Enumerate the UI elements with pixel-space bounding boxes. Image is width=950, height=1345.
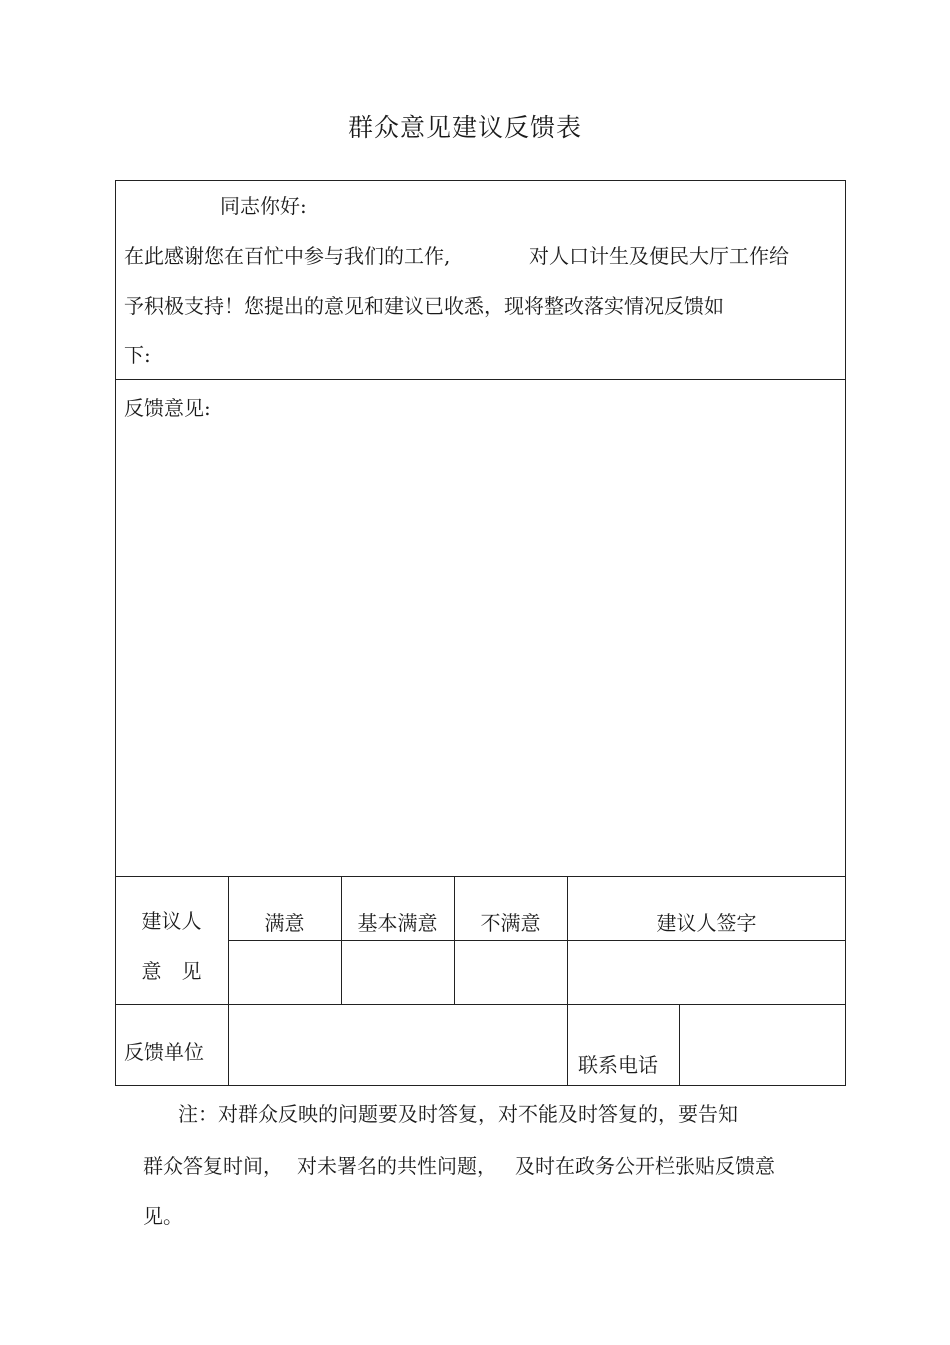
intro-line1a: 在此感谢您在百忙中参与我们的工作, [124,244,451,268]
option-satisfied: 满意 [264,911,305,935]
satisfied-mark-cell[interactable] [229,941,341,1004]
signature-label: 建议人签字 [656,911,757,935]
divider-intro [115,379,846,380]
basically-satisfied-mark-cell[interactable] [342,941,454,1004]
note-line2a: 群众答复时间， [143,1154,283,1178]
intro-line2: 予积极支持！您提出的意见和建议已收悉，现将整改落实情况反馈如 [124,294,724,318]
signature-cell[interactable] [568,941,845,1004]
form-border-top [115,180,846,181]
phone-cell[interactable] [680,1005,845,1085]
phone-label: 联系电话 [578,1053,658,1077]
feedback-area[interactable] [117,420,843,872]
note-line3: 见。 [143,1204,183,1228]
page-title: 群众意见建议反馈表 [347,113,582,142]
intro-line1b: 对人口计生及便民大厅工作给 [529,244,789,268]
note-line1: 注：对群众反映的问题要及时答复，对不能及时答复的，要告知 [178,1102,738,1126]
form-border-right [845,180,846,1086]
feedback-label: 反馈意见: [124,396,211,420]
option-unsatisfied: 不满意 [480,911,541,935]
note-line2b: 对未署名的共性问题， [297,1154,497,1178]
opinion-label-line2: 意 见 [141,959,202,983]
unit-label: 反馈单位 [124,1040,204,1064]
form-border-bottom [115,1085,846,1086]
option-basically-satisfied: 基本满意 [357,911,438,935]
opinion-label-line1: 建议人 [141,909,202,933]
unsatisfied-mark-cell[interactable] [455,941,567,1004]
feedback-form [115,180,846,1086]
form-border-left [115,180,116,1086]
greeting: 同志你好: [220,194,307,218]
unit-cell[interactable] [229,1005,567,1085]
intro-line3: 下: [124,343,151,367]
divider-feedback [115,876,846,877]
note-line2c: 及时在政务公开栏张贴反馈意 [515,1154,775,1178]
